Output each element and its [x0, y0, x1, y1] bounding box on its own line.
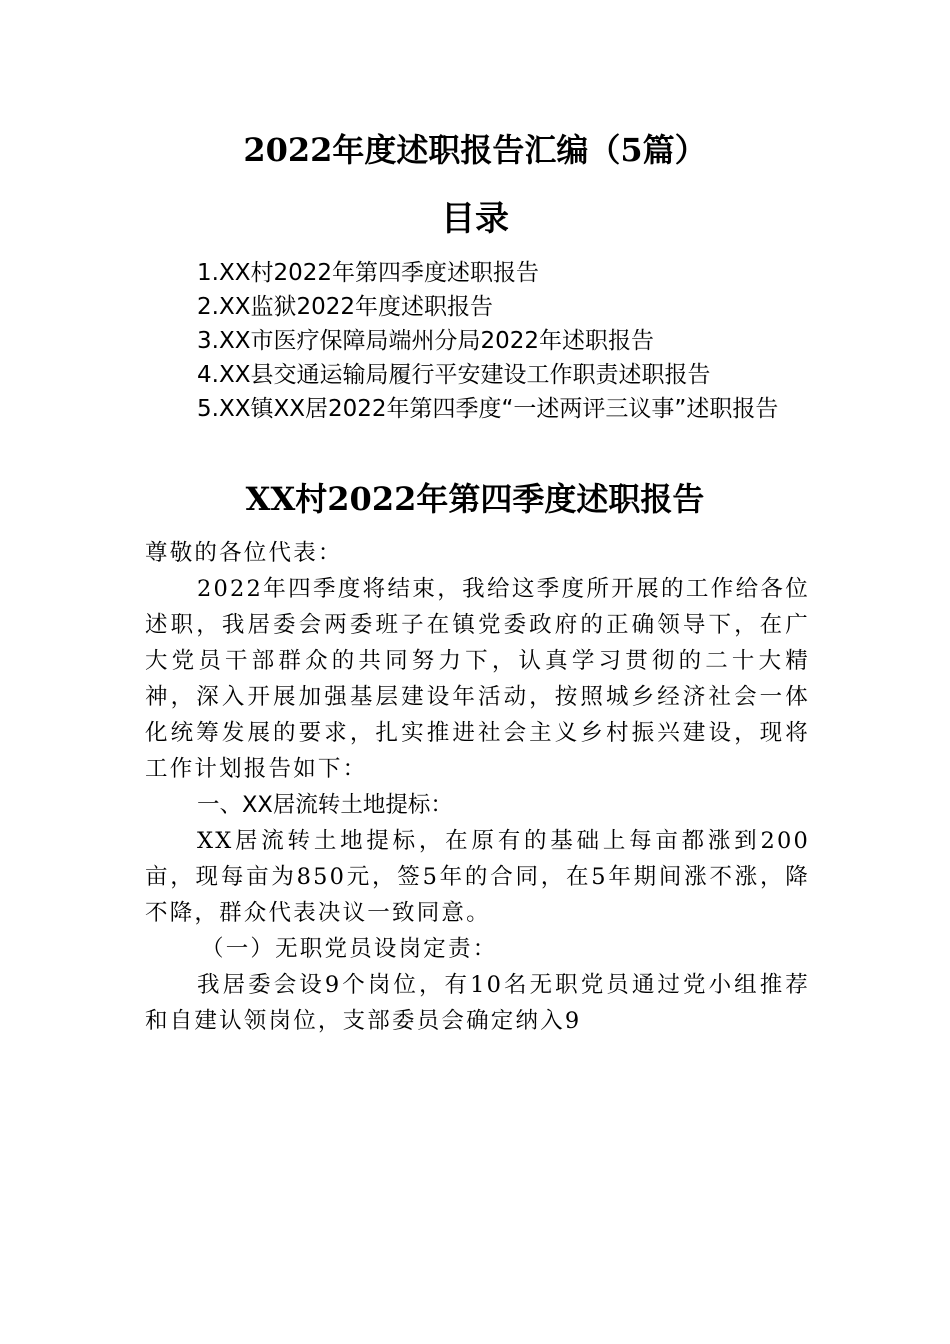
toc-item: 4.XX县交通运输局履行平安建设工作职责述职报告 [197, 362, 711, 388]
report-body [145, 535, 810, 1039]
paragraph: 2022年四季度将结束，我给这季度所开展的工作给各位述职，我居委会两委班子在镇党委政府的正确领导下，在广大党员干部群众的共同努力下，认真学习贯彻的二十大精神，深入开展加强基层建设年活动，按照城乡经济社会一体化统筹发展的要求，扎实推进社会主义乡村振兴建设，现将工作计划报告如下： [145, 576, 810, 782]
table-of-contents [145, 256, 815, 426]
section-title: XX村2022年第四季度述职报告 [245, 480, 705, 518]
paragraph: 我居委会设9个岗位，有10名无职党员通过党小组推荐和自建认领岗位，支部委员会确定纳入9 [145, 972, 810, 1034]
salutation: 尊敬的各位代表： [145, 540, 343, 566]
document-title: 2022年度述职报告汇编（5篇） [243, 131, 707, 169]
subsection-heading: （一）无职党员设岗定责： [201, 936, 498, 962]
toc-heading: 目录 [441, 199, 509, 239]
toc-item: 1.XX村2022年第四季度述职报告 [197, 260, 539, 286]
toc-item: 5.XX镇XX居2022年第四季度“一述两评三议事”述职报告 [197, 396, 779, 422]
toc-item: 3.XX市医疗保障局端州分局2022年述职报告 [197, 328, 654, 354]
section-heading: 一、XX居流转土地提标： [197, 792, 453, 818]
paragraph: XX居流转土地提标，在原有的基础上每亩都涨到200亩，现每亩为850元，签5年的合同，在5年期间涨不涨，降不降，群众代表决议一致同意。 [145, 828, 810, 926]
toc-item: 2.XX监狱2022年度述职报告 [197, 294, 493, 320]
